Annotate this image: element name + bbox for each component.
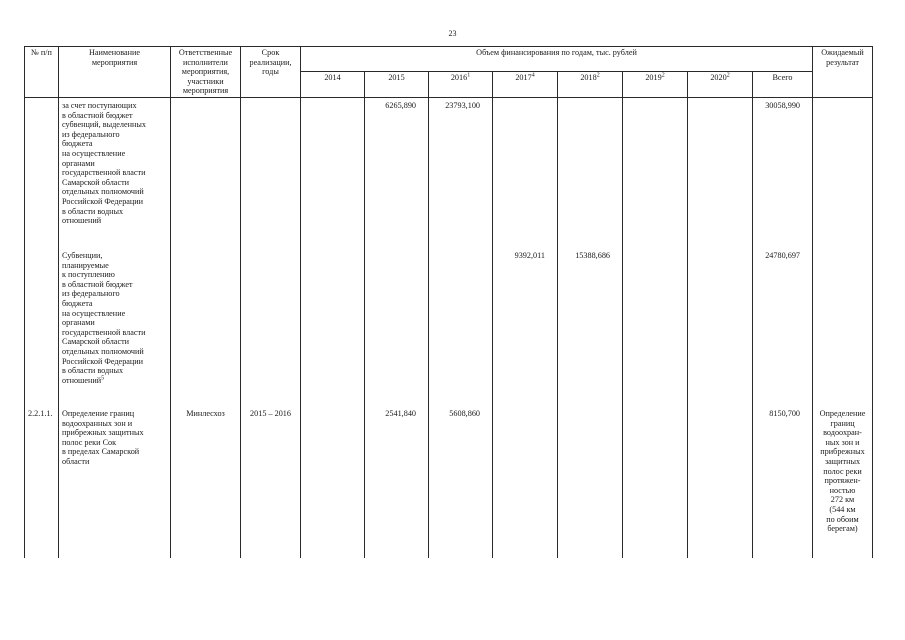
row-total: 8150,700 [753,408,813,558]
row-value-2015: 6265,890 [365,100,429,250]
header-year: 2019$^2$ [623,72,688,97]
row-result [813,100,873,250]
row-value-2015: 2541,840 [365,408,429,558]
header-financing: Объем финансирования по годам, тыс. рублей [301,47,813,72]
row-value-2019 [623,100,688,250]
table-row [25,100,873,250]
row-executor [171,250,241,408]
row-term [241,100,301,250]
table-row [25,408,873,558]
header-total: Всего [753,72,813,97]
row-result [813,250,873,408]
row-executor [171,100,241,250]
row-value-2020 [688,408,753,558]
row-value-2019 [623,250,688,408]
row-value-2015 [365,250,429,408]
row-value-2018 [558,408,623,558]
row-term [241,250,301,408]
header-year: 2018$^2$ [558,72,623,97]
row-name: за счет поступающих в областной бюджет субвенций, выделенных из федерального бюджета на осуществление органами государственной власти Самарской области отдельных полномочий Российской Федерации в области водных отношений [59,100,171,250]
financing-table [24,46,873,558]
row-value-2018: 15388,686 [558,250,623,408]
header-year: 2014 [301,72,365,97]
page-number: 23 [448,29,457,38]
header-result: Ожидаемый результат [813,47,873,98]
row-value-2014 [301,100,365,250]
row-value-2020 [688,100,753,250]
row-value-2017: 9392,011 [493,250,558,408]
header-year: 2016$^1$ [429,72,493,97]
row-value-2014 [301,250,365,408]
header-year: 2015 [365,72,429,97]
row-value-2016 [429,250,493,408]
row-value-2017 [493,408,558,558]
header-year: 2020$^2$ [688,72,753,97]
row-result: Определение границ водоохран- ных зон и прибрежных защитных полос реки протяжен- ностью 272 км (544 км по обоим берегам) [813,408,873,558]
row-num: 2.2.1.1. [25,408,59,558]
header-num: № п/п [25,47,59,98]
row-name: Субвенции, планируемые к поступлению в областной бюджет из федерального бюджета на осуществление органами государственной власти Самарской области отдельных полномочий Российской Федерации в области водных отношений$^5$ [59,250,171,408]
row-value-2017 [493,100,558,250]
row-num [25,250,59,408]
row-num [25,100,59,250]
header-name: Наименование мероприятия [59,47,171,98]
row-name: Определение границ водоохранных зон и прибрежных защитных полос реки Сок в пределах Самарской области [59,408,171,558]
row-executor: Минлесхоз [171,408,241,558]
row-value-2016: 5608,860 [429,408,493,558]
header-executors: Ответственные исполнители мероприятия, участники мероприятия [171,47,241,98]
row-value-2019 [623,408,688,558]
row-value-2020 [688,250,753,408]
header-year: 2017$^4$ [493,72,558,97]
row-value-2014 [301,408,365,558]
row-total: 30058,990 [753,100,813,250]
row-value-2018 [558,100,623,250]
row-value-2016: 23793,100 [429,100,493,250]
row-total: 24780,697 [753,250,813,408]
table-row [25,250,873,408]
header-term: Срок реализации, годы [241,47,301,98]
row-term: 2015 – 2016 [241,408,301,558]
